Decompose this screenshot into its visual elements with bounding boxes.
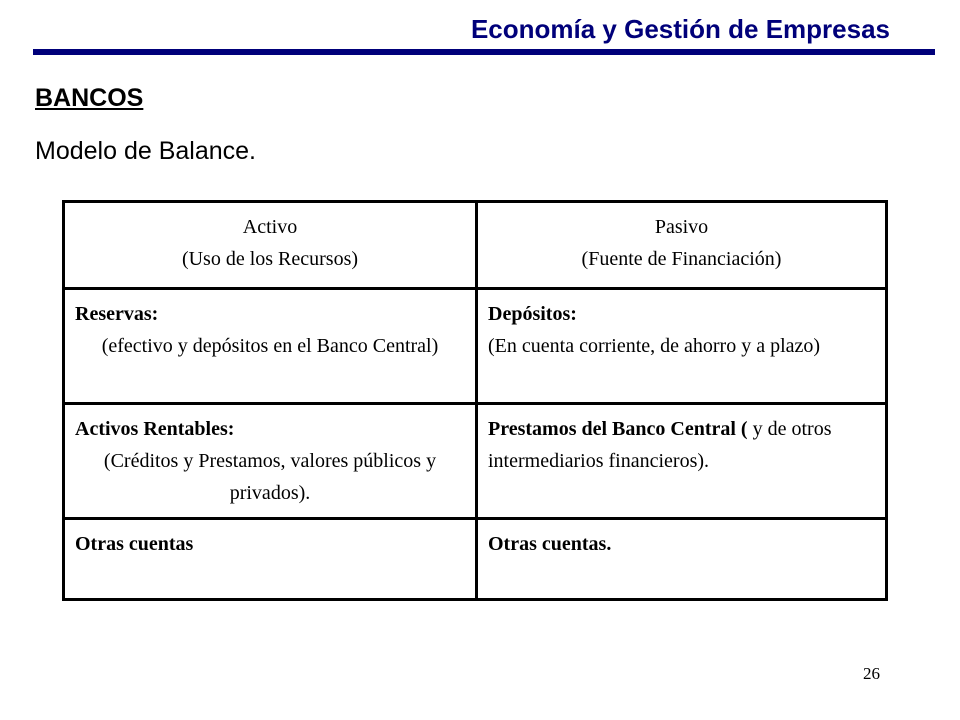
section-title: BANCOS: [35, 84, 144, 112]
activo-title: Activo: [242, 216, 298, 238]
depositos-cell: [477, 289, 887, 404]
otras-cuentas-activo-cell: [64, 519, 477, 600]
activo-subtitle: (Uso de los Recursos): [181, 248, 359, 270]
pasivo-subtitle: (Fuente de Financiación): [581, 248, 782, 270]
prestamos-desc: y de otros intermediarios financieros).: [488, 418, 832, 472]
otras-cuentas-pasivo: Otras cuentas.: [488, 533, 612, 555]
balance-table: [62, 200, 888, 601]
activos-rentables-cell: [64, 404, 477, 519]
table-header-row: [64, 202, 887, 289]
pasivo-header-cell: [477, 202, 887, 289]
header-rule: [33, 49, 935, 55]
table-row: [64, 289, 887, 404]
reservas-title: Reservas:: [75, 303, 159, 325]
header-title: Economía y Gestión de Empresas: [470, 14, 890, 44]
otras-cuentas-activo: Otras cuentas: [75, 533, 194, 555]
page-number: 26: [863, 664, 880, 683]
prestamos-title: Prestamos del Banco Central (: [488, 418, 748, 440]
pasivo-title: Pasivo: [654, 216, 709, 238]
activos-rentables-desc: (Créditos y Prestamos, valores públicos y privados).: [103, 450, 437, 504]
depositos-desc: (En cuenta corriente, de ahorro y a plazo): [488, 335, 821, 357]
reservas-cell: [64, 289, 477, 404]
otras-cuentas-pasivo-cell: [477, 519, 887, 600]
depositos-title: Depósitos:: [488, 303, 577, 325]
table-row: [64, 519, 887, 600]
table-row: [64, 404, 887, 519]
activos-rentables-title: Activos Rentables:: [75, 418, 235, 440]
section-subtitle: Modelo de Balance.: [35, 137, 256, 165]
activo-header-cell: [64, 202, 477, 289]
prestamos-cell: [477, 404, 887, 519]
reservas-desc: (efectivo y depósitos en el Banco Central): [101, 335, 439, 357]
